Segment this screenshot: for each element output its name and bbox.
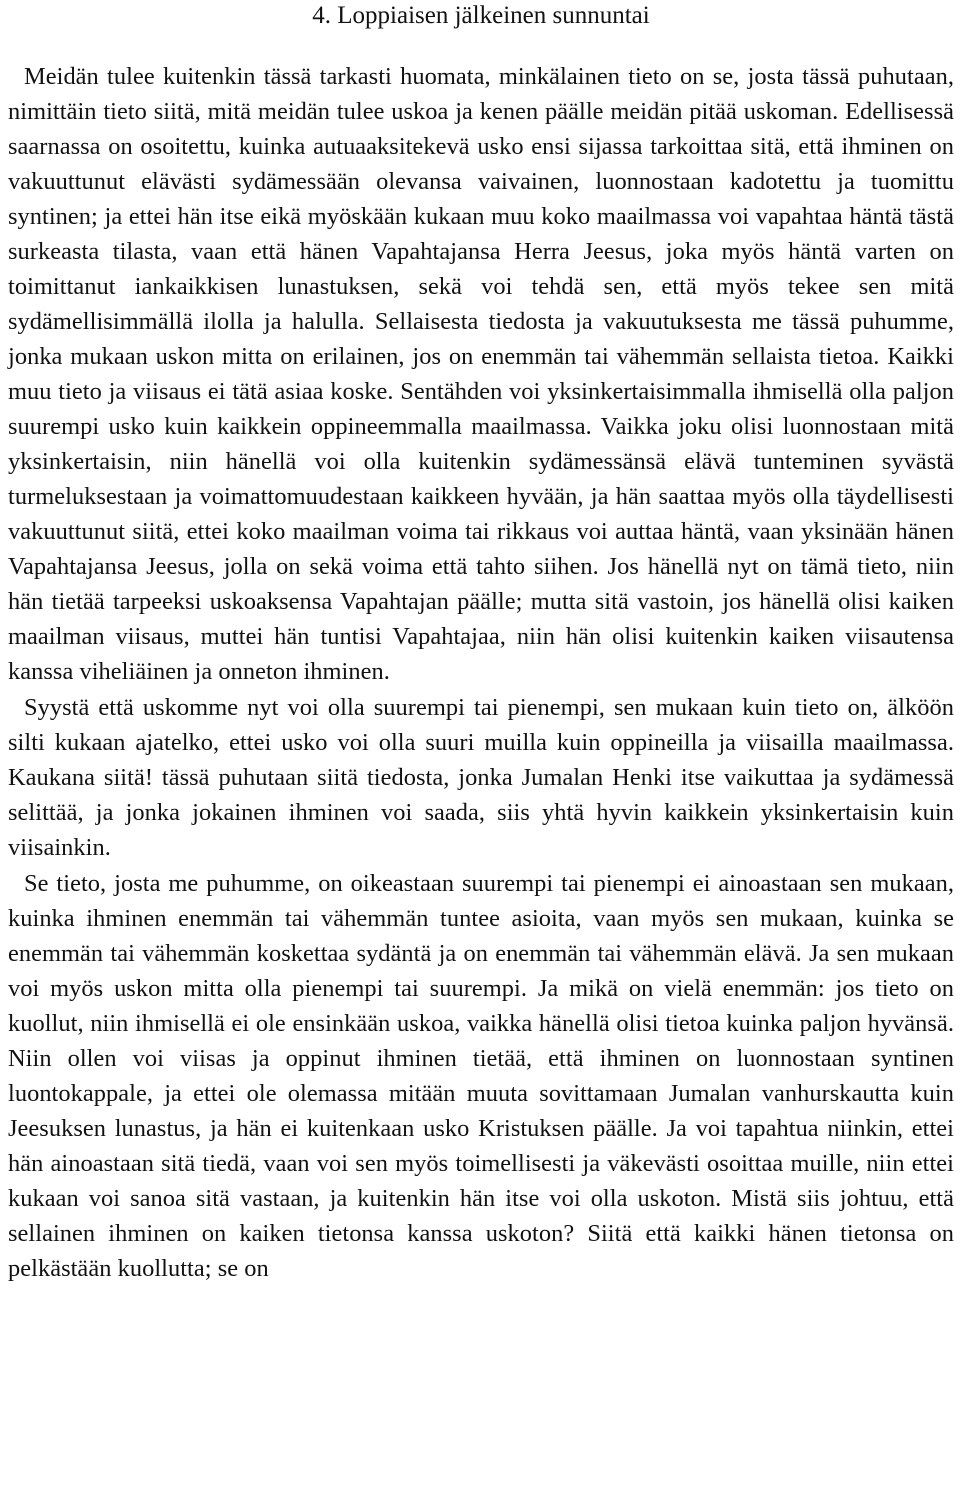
document-page [8,0,954,1286]
page-title: 4. Loppiaisen jälkeinen sunnuntai [312,2,650,29]
paragraph-1: Meidän tulee kuitenkin tässä tarkasti huomata, minkälainen tieto on se, josta tässä puhutaan, nimittäin tieto siitä, mitä meidän tulee uskoa ja kenen päälle meidän pitää uskoman. Edellisessä saarnassa on osoitettu, kuinka autuaaksitekevä usko ensi sijassa tarkoittaa sitä, että ihminen on vakuuttunut elävästi sydämessään olevansa vaivainen, luonnostaan kadotettu ja tuomittu syntinen; ja ettei hän itse eikä myöskään kukaan muu koko maailmassa voi vapahtaa häntä tästä surkeasta tilasta, vaan että hänen Vapahtajansa Herra Jeesus, joka myös häntä varten on toimittanut iankaikkisen lunastuksen, sekä voi tehdä sen, että myös tekee sen mitä sydämellisimmällä ilolla ja halulla. Sellaisesta tiedosta ja vakuutuksesta me tässä puhumme, jonka mukaan uskon mitta on erilainen, jos on enemmän tai vähemmän sellaista tietoa. Kaikki muu tieto ja viisaus ei tätä asiaa koske. Sentähden voi yksinkertaisimmalla ihmisellä olla paljon suurempi usko kuin kaikkein oppineemmalla maailmassa. Vaikka joku olisi luonnostaan mitä yksinkertaisin, niin hänellä voi olla kuitenkin sydämessänsä elävä tunteminen syvästä turmeluksestaan ja voimattomuudestaan kaikkeen hyvään, ja hän saattaa myös olla täydellisesti vakuuttunut siitä, ettei koko maailman voima tai rikkaus voi auttaa häntä, vaan yksinään hänen Vapahtajansa Jeesus, jolla on sekä voima että tahto siihen. Jos hänellä nyt on tämä tieto, niin hän tietää tarpeeksi uskoaksensa Vapahtajan päälle; mutta sitä vastoin, jos hänellä olisi kaiken maailman viisaus, muttei hän tuntisi Vapahtajaa, niin hän olisi kuitenkin kaiken viisautensa kanssa viheliäinen ja onneton ihminen. [8,63,954,685]
paragraph-2: Syystä että uskomme nyt voi olla suurempi tai pienempi, sen mukaan kuin tieto on, älköön silti kukaan ajatelko, ettei usko voi olla suuri muilla kuin oppineilla ja viisailla maailmassa. Kaukana siitä! tässä puhutaan siitä tiedosta, jonka Jumalan Henki itse vaikuttaa ja sydämessä selittää, ja jonka jokainen ihminen voi saada, siis yhtä hyvin kaikkein yksinkertaisin kuin viisainkin. [8,694,954,861]
paragraph-3: Se tieto, josta me puhumme, on oikeastaan suurempi tai pienempi ei ainoastaan sen mukaan, kuinka ihminen enemmän tai vähemmän tuntee asioita, vaan myös sen mukaan, kuinka se enemmän tai vähemmän koskettaa sydäntä ja on enemmän tai vähemmän elävä. Ja sen mukaan voi myös uskon mitta olla pienempi tai suurempi. Ja mikä on vielä enemmän: jos tieto on kuollut, niin ihmisellä ei ole ensinkään uskoa, vaikka hänellä olisi tietoa kuinka paljon hyvänsä. Niin ollen voi viisas ja oppinut ihminen tietää, että ihminen on luonnostaan syntinen luontokappale, ja ettei ole olemassa mitään muuta sovittamaan Jumalan vanhurskautta kuin Jeesuksen lunastus, ja hän ei kuitenkaan usko Kristuksen päälle. Ja voi tapahtua niinkin, ettei hän ainoastaan sitä tiedä, vaan voi sen myös toimellisesti ja väkevästi osoittaa muille, niin ettei kukaan voi sanoa sitä vastaan, ja kuitenkin hän itse voi olla uskoton. Mistä siis johtuu, että sellainen ihminen on kaiken tietonsa kanssa uskoton? Siitä että kaikki hänen tietonsa on pelkästään kuollutta; se on [8,870,954,1282]
